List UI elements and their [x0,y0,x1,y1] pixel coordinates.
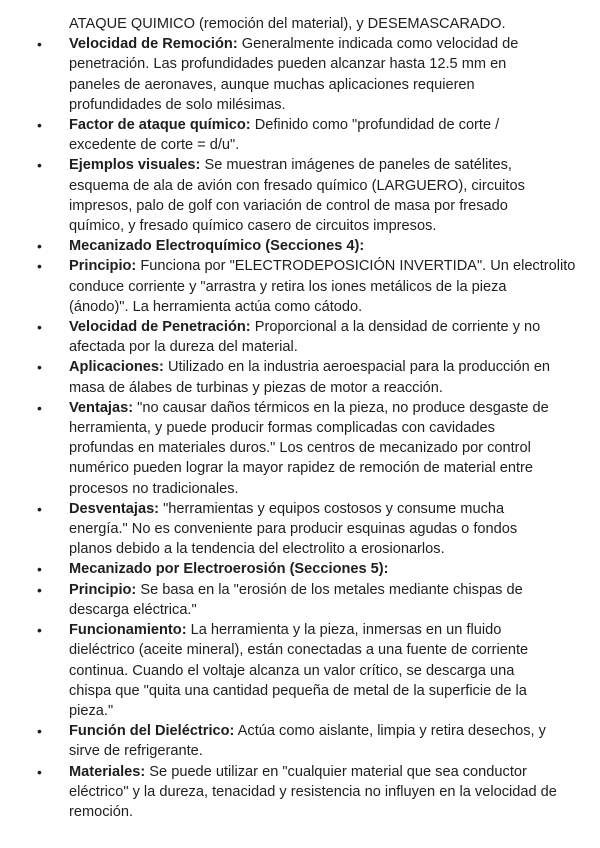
list-item-heading: Aplicaciones: [69,359,164,376]
list-item-heading: Principio: [69,258,137,275]
list-item-line [69,620,586,640]
list-item-line: masa de álabes de turbinas y piezas de motor a reacción. [69,379,443,396]
list-item-heading: Velocidad de Penetración: [69,319,251,336]
list-item-line: conduce corriente y "arrastra y retira los iones metálicos de la pieza [69,278,507,295]
list-item [0,620,600,721]
list-item-line [69,559,586,579]
list-item-line: afectada por la dureza del material. [69,339,298,356]
list-item-line: químico, y fresado químico casero de circuitos impresos. [69,218,437,235]
list-item-text: Se basa en la "erosión de los metales mediante chispas de [136,581,523,598]
list-item-heading: Desventajas: [69,500,160,517]
list-item-line [69,762,586,782]
bullet-icon: • [37,763,42,780]
list-item [0,317,600,357]
list-item [0,762,600,823]
list-item-line: excedente de corte = d/u". [69,137,240,154]
list-item-line: procesos no tradicionales. [69,480,239,497]
list-item-text: La herramienta y la pieza, inmersas en un fluido [186,622,502,639]
list-item-line [69,721,586,741]
bullet-icon: • [37,157,42,174]
list-item [0,499,600,560]
list-item-line [69,236,586,256]
bullet-icon: • [37,238,42,255]
list-item-line: planos debido a la tendencia del electrolito a erosionarlos. [69,541,445,558]
list-item-text: "herramientas y equipos costosos y consume mucha [159,500,505,517]
bullet-icon: • [37,561,42,578]
list-item-text: Generalmente indicada como velocidad de [237,36,519,53]
list-item-line: paneles de aeronaves, aunque muchas aplicaciones requieren [69,76,475,93]
bullet-icon: • [37,500,42,517]
list-item-text: Funciona por "ELECTRODEPOSICIÓN INVERTIDA". Un electrolito [136,258,576,275]
list-item-line: penetración. Las profundidades pueden alcanzar hasta 12.5 mm en [69,56,507,73]
list-item-line [69,256,586,276]
list-item-text: Se puede utilizar en "cualquier material que sea conductor [145,763,527,780]
list-item-heading: Ejemplos visuales: [69,157,201,174]
list-item-line: sirve de refrigerante. [69,743,203,760]
list-item-text: Se muestran imágenes de paneles de satélites, [200,157,512,174]
intro-line: ATAQUE QUIMICO (remoción del material), y DESEMASCARADO. [69,16,506,32]
list-item [0,357,600,397]
list-item-line: continua. Cuando el voltaje alcanza un valor crítico, se descarga una [69,662,515,679]
list-item-heading: Funcionamiento: [69,622,187,639]
list-item-line: profundas en materiales duros." Los centros de mecanizado por control [69,440,531,457]
list-item [0,236,600,256]
list-item-text: "no causar daños térmicos en la pieza, no produce desgaste de [133,399,549,416]
list-item-line: numérico pueden lograr la mayor rapidez de remoción de material entre [69,460,533,477]
list-item-line: energía." No es conveniente para producir esquinas agudas o fondos [69,521,518,538]
list-item-text: Utilizado en la industria aeroespacial para la producción en [163,359,551,376]
bullet-icon: • [37,319,42,336]
list-item-line: impresos, palo de golf con variación de control de masa por fresado [69,197,508,214]
list-item [0,398,600,499]
list-item-heading: Principio: [69,581,137,598]
list-item-line: esquema de ala de avión con fresado químico (LARGUERO), circuitos [69,177,525,194]
list-item-line [69,357,586,377]
list-item-line [69,499,586,519]
bullet-icon: • [37,399,42,416]
bullet-icon: • [37,36,42,53]
list-item [0,155,600,236]
list-item-line: herramienta, y puede producir formas complicadas con cavidades [69,420,495,437]
list-item-line: dieléctrico (aceite mineral), están conectadas a una fuente de corriente [69,642,529,659]
list-item-line [69,115,586,135]
list-item-heading: Mecanizado Electroquímico (Secciones 4): [69,238,365,255]
list-item-line: chispa que "quita una cantidad pequeña de metal de la superficie de la [69,682,527,699]
list-item-line: descarga eléctrica." [69,601,197,618]
list-item-line: remoción. [69,803,134,820]
bullet-icon: • [37,258,42,275]
list-item-heading: Velocidad de Remoción: [69,36,238,53]
list-item-line [69,580,586,600]
bullet-icon: • [37,117,42,134]
list-item [0,721,600,761]
list-item-heading: Factor de ataque químico: [69,117,251,134]
list-item-line: pieza." [69,702,114,719]
list-item-line [69,155,586,175]
bullet-icon: • [37,622,42,639]
bullet-list [0,34,600,822]
list-item-line [69,398,586,418]
list-item [0,256,600,317]
bullet-icon: • [37,581,42,598]
list-item [0,34,600,115]
list-item-line: eléctrico" y la dureza, tenacidad y resistencia no influyen en la velocidad de [69,783,557,800]
list-item-heading: Ventajas: [69,399,134,416]
list-item-line: (ánodo)". La herramienta actúa como cátodo. [69,298,363,315]
list-item-text: Actúa como aislante, limpia y retira desechos, y [234,723,546,740]
bullet-icon: • [37,359,42,376]
list-item [0,115,600,155]
list-item-line: profundidades de solo milésimas. [69,96,286,113]
list-item-text: Proporcional a la densidad de corriente y no [250,319,541,336]
list-item-line [69,34,586,54]
list-item-heading: Función del Dieléctrico: [69,723,235,740]
list-item-line [69,317,586,337]
document-page [0,14,600,822]
bullet-icon: • [37,723,42,740]
list-item [0,580,600,620]
list-item-heading: Materiales: [69,763,146,780]
list-item-heading: Mecanizado por Electroerosión (Secciones 5): [69,561,389,578]
list-item [0,559,600,579]
list-item-text: Definido como "profundidad de corte / [250,117,500,134]
